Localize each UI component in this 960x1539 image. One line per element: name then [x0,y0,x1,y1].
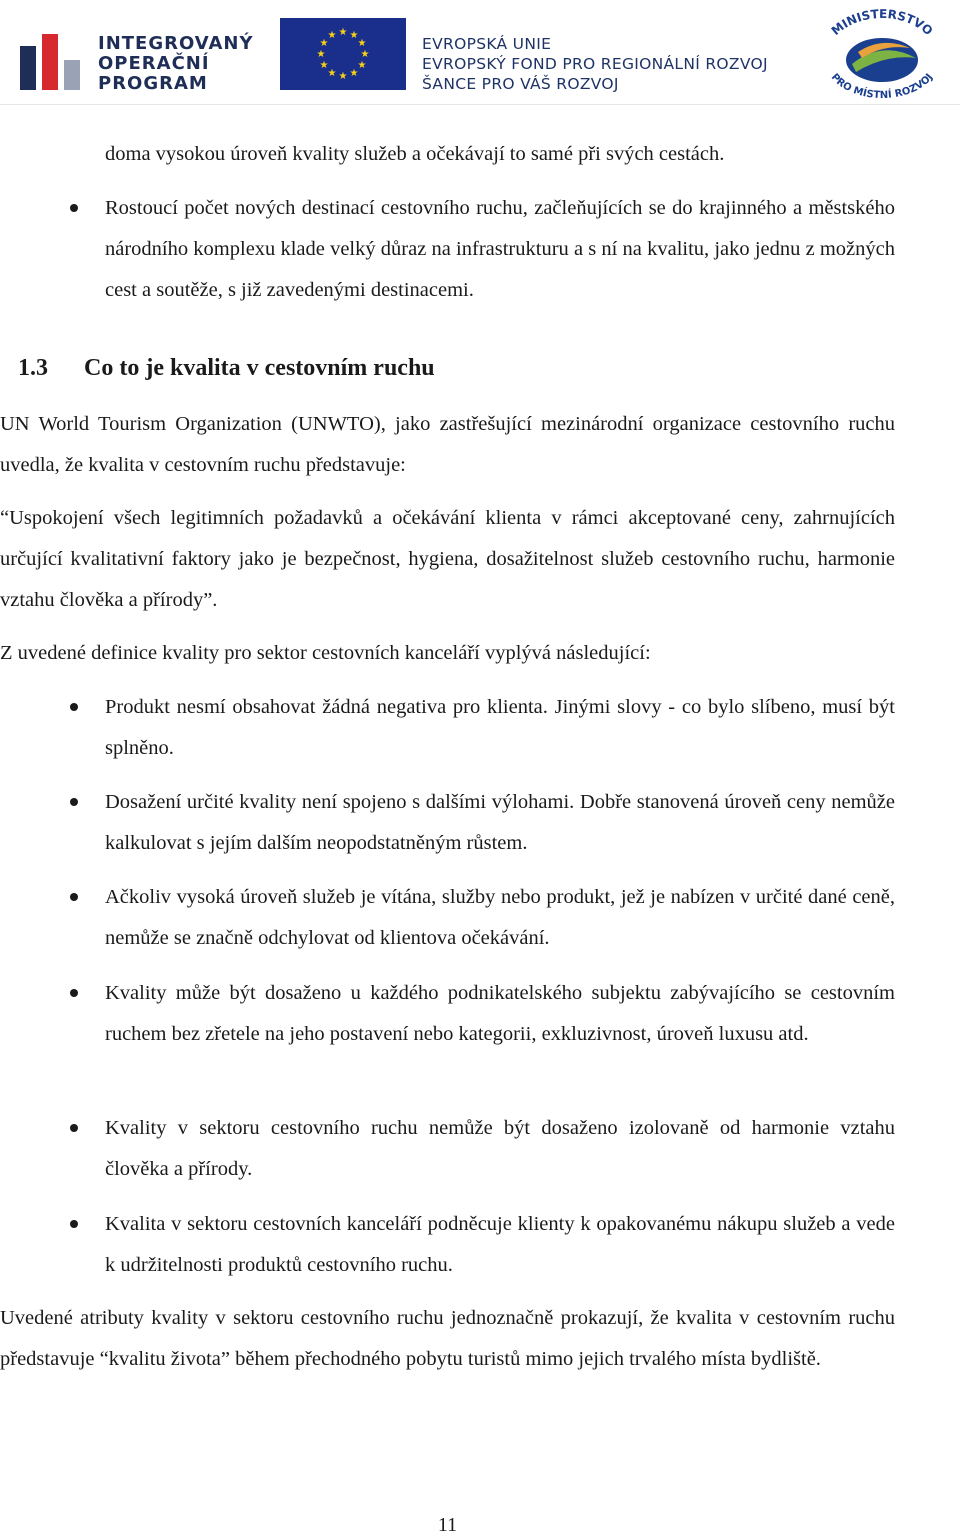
mmr-top-text: MINISTERSTVO [828,6,936,39]
svg-text:★: ★ [316,49,326,60]
section-number: 1.3 [18,355,48,381]
definition-quote: “Uspokojení všech legitimních požadavků a očekávání klienta v rámci akceptované ceny, zahrnujících určující kvalitativní faktory jako je bezpečnost, hygiena, dosažitelnost služeb cestovního ruchu, harmonie vztahu člověka a přírody”. [0,507,895,611]
list-item: Dosažení určité kvality není spojeno s dalšími výlohami. Dobře stanovená úroveň ceny nemůže kalkulovat s jejím dalším neopodstatněným růstem. [105,782,895,864]
conclusion-paragraph: Uvedené atributy kvality v sektoru cestovního ruchu jednoznačně prokazují, že kvalita v cestovním ruchu představuje “kvalitu života” během přechodného pobytu turistů mimo jejich trvalého místa bydliště. [0,1307,895,1370]
eu-line3: ŠANCE PRO VÁŠ ROZVOJ [422,75,619,93]
eu-line1: EVROPSKÁ UNIE [422,35,552,53]
svg-text:★: ★ [357,38,367,49]
page-number: 11 [437,1514,458,1536]
continuation-line: doma vysokou úroveň kvality služeb a očekávají to samé při svých cestách. [105,143,725,165]
svg-text:MINISTERSTVO [829,7,936,38]
list-item: Kvalita v sektoru cestovních kanceláří podněcuje klienty k opakovanému nákupu služeb a vede k udržitelnosti produktů cestovního ruchu. [105,1204,895,1286]
eu-logo [280,0,800,104]
svg-text:★: ★ [319,60,329,71]
svg-text:★: ★ [327,68,337,79]
lead-paragraph: Z uvedené definice kvality pro sektor cestovních kanceláří vyplývá následující: [0,642,651,664]
svg-text:★: ★ [327,30,337,41]
section-heading [18,348,435,389]
list-item: Kvality v sektoru cestovního ruchu nemůže být dosaženo izolovaně od harmonie vztahu člověka a přírody. [105,1108,895,1190]
mmr-bottom-text: PRO MÍSTNÍ ROZVOJ [828,71,936,102]
svg-text:★: ★ [349,30,359,41]
svg-text:★: ★ [349,68,359,79]
svg-text:★: ★ [338,27,348,38]
iop-line2: OPERAČNÍ [98,53,210,74]
svg-text:★: ★ [357,60,367,71]
intro-paragraph: UN World Tourism Organization (UNWTO), jako zastřešující mezinárodní organizace cestovního ruchu uvedla, že kvalita v cestovním ruchu představuje: [0,413,895,476]
svg-text:★: ★ [360,49,370,60]
list-item: Ačkoliv vysoká úroveň služeb je vítána, služby nebo produkt, jež je nabízen v určité dané ceně, nemůže se značně odchylovat od klientova očekávání. [105,877,895,959]
logo-header [0,0,960,105]
eu-line2: EVROPSKÝ FOND PRO REGIONÁLNÍ ROZVOJ [422,55,768,73]
iop-line3: PROGRAM [98,73,208,94]
list-item: Rostoucí počet nových destinací cestovního ruchu, začleňujících se do krajinného a městského národního komplexu klade velký důraz na infrastrukturu a s ní na kvalitu, jako jednu z možných cest a soutěže, s již zavedenými destinacemi. [105,188,895,311]
iop-line1: INTEGROVANÝ [98,33,254,54]
eu-flag-icon [280,18,406,90]
section-title: Co to je kvalita v cestovním ruchu [84,355,435,381]
svg-text:★: ★ [319,38,329,49]
list-item: Produkt nesmí obsahovat žádná negativa pro klienta. Jinými slovy - co bylo slíbeno, musí být splněno. [105,687,895,769]
iop-bars-icon [20,34,92,90]
mmr-logo [812,0,952,104]
svg-text:★: ★ [338,71,348,82]
list-item: Kvality může být dosaženo u každého podnikatelského subjektu zabývajícího se cestovním ruchem bez zřetele na jeho postavení nebo kategorii, exkluzivnost, úroveň luxusu atd. [105,973,895,1055]
iop-logo [16,0,256,104]
